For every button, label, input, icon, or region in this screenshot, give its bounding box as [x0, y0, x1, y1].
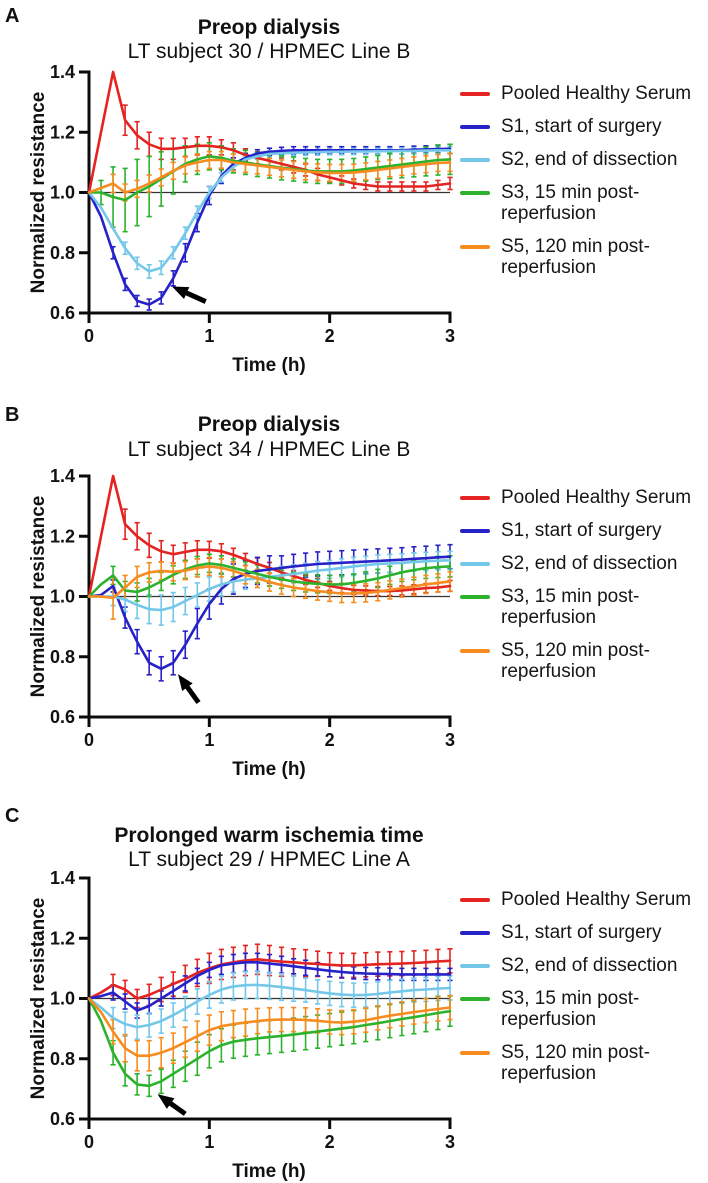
legend-label-line: S5, 120 min post-	[501, 236, 650, 257]
y-axis-title: Normalized resistance	[28, 897, 49, 1100]
legend-item-s5-120-min-post-reperfusion	[460, 236, 706, 278]
legend-item-s3-15-min-post-reperfusion	[460, 182, 706, 224]
y-tick-label: 0.8	[49, 242, 75, 263]
legend-label-line: S3, 15 min post-	[501, 586, 640, 607]
legend-swatch	[460, 562, 490, 566]
legend-label-line: reperfusion	[501, 257, 597, 278]
legend-item-s1-start-of-surgery	[460, 922, 706, 943]
legend-item-s5-120-min-post-reperfusion	[460, 640, 706, 682]
legend-label-line: reperfusion	[501, 661, 597, 682]
x-axis-title: Time (h)	[232, 1161, 306, 1182]
legend-label-line: S5, 120 min post-	[501, 1042, 650, 1063]
legend-item-s1-start-of-surgery	[460, 520, 706, 541]
legend-label-line: S5, 120 min post-	[501, 640, 650, 661]
legend-swatch	[460, 898, 490, 902]
chart-title: Prolonged warm ischemia time	[114, 824, 424, 847]
legend-label-line: S1, start of surgery	[501, 922, 662, 943]
legend-item-s2-end-of-dissection	[460, 149, 706, 170]
legend-label-line: S2, end of dissection	[501, 955, 678, 976]
y-tick-label: 0.8	[49, 646, 75, 667]
axes	[88, 475, 452, 718]
x-tick-label: 2	[324, 326, 335, 346]
chart-b	[0, 395, 460, 800]
legend-item-pooled-healthy-serum	[460, 889, 706, 910]
legend-item-s2-end-of-dissection	[460, 955, 706, 976]
legend-swatch	[460, 496, 490, 500]
legend-swatch	[460, 964, 490, 968]
legend-label-line: reperfusion	[501, 607, 597, 628]
chart-subtitle: LT subject 30 / HPMEC Line B	[127, 40, 411, 63]
x-tick-label: 3	[444, 1132, 456, 1152]
legend-label	[501, 553, 677, 574]
legend-label-line: S3, 15 min post-	[501, 988, 640, 1009]
legend-label-line: reperfusion	[501, 1063, 597, 1084]
y-tick-label: 1.4	[49, 466, 75, 486]
x-tick-label: 1	[204, 730, 215, 750]
x-tick-label: 3	[444, 326, 456, 346]
legend-item-pooled-healthy-serum	[460, 487, 706, 508]
y-axis-title: Normalized resistance	[28, 91, 49, 294]
legend-b	[460, 487, 706, 694]
legend-label	[501, 182, 639, 224]
legend-swatch	[460, 595, 490, 599]
x-tick-label: 2	[324, 1132, 335, 1152]
x-tick-label: 1	[204, 326, 215, 346]
legend-item-s5-120-min-post-reperfusion	[460, 1042, 706, 1084]
y-tick-label: 1.2	[49, 928, 75, 949]
legend-c	[460, 889, 706, 1096]
legend-label-line: S3, 15 min post-	[501, 182, 640, 203]
legend-swatch	[460, 529, 490, 533]
legend-a	[460, 83, 706, 290]
x-tick-label: 2	[324, 730, 335, 750]
panel-letter: C	[5, 805, 20, 827]
x-tick-label: 0	[83, 1132, 95, 1152]
chart-subtitle: LT subject 29 / HPMEC Line A	[128, 848, 410, 871]
x-tick-label: 0	[83, 730, 95, 750]
legend-label-line: Pooled Healthy Serum	[501, 487, 692, 508]
chart-a	[0, 0, 460, 395]
legend-label	[501, 586, 639, 628]
legend-label	[501, 236, 650, 278]
legend-swatch	[460, 997, 490, 1001]
legend-label	[501, 116, 662, 137]
x-tick-label: 0	[83, 326, 95, 346]
legend-label-line: S1, start of surgery	[501, 116, 662, 137]
legend-label	[501, 988, 639, 1030]
x-axis-title: Time (h)	[232, 759, 306, 780]
panel-a	[0, 0, 708, 395]
y-tick-label: 1.4	[49, 62, 75, 82]
annotation-arrow	[172, 286, 206, 301]
legend-label-line: reperfusion	[501, 203, 597, 224]
y-tick-label: 0.6	[49, 707, 75, 727]
y-tick-label: 1.0	[49, 182, 75, 203]
legend-item-s3-15-min-post-reperfusion	[460, 586, 706, 628]
legend-label	[501, 83, 691, 104]
legend-swatch	[460, 92, 490, 96]
legend-label	[501, 640, 650, 682]
legend-label-line: Pooled Healthy Serum	[501, 889, 692, 910]
error-bars-pooled-healthy-serum	[123, 509, 453, 595]
legend-label	[501, 955, 677, 976]
y-axis-title: Normalized resistance	[28, 495, 49, 698]
legend-swatch	[460, 191, 490, 195]
legend-swatch	[460, 1051, 490, 1055]
legend-item-s2-end-of-dissection	[460, 553, 706, 574]
y-tick-label: 1.0	[49, 586, 75, 607]
legend-label	[501, 1042, 650, 1084]
legend-swatch	[460, 125, 490, 129]
annotation-arrow	[178, 674, 198, 702]
legend-label-line: S1, start of surgery	[501, 520, 662, 541]
legend-swatch	[460, 931, 490, 935]
legend-label	[501, 520, 662, 541]
chart-title: Preop dialysis	[197, 413, 341, 436]
y-tick-label: 0.6	[49, 1109, 75, 1129]
y-tick-label: 1.2	[49, 526, 75, 547]
legend-label	[501, 149, 677, 170]
legend-label	[501, 487, 691, 508]
legend-label-line: S2, end of dissection	[501, 553, 678, 574]
legend-swatch	[460, 245, 490, 249]
legend-label-line: Pooled Healthy Serum	[501, 83, 692, 104]
panel-letter: B	[5, 404, 20, 426]
x-tick-label: 3	[444, 730, 456, 750]
legend-label-line: reperfusion	[501, 1009, 597, 1030]
panel-c	[0, 800, 708, 1183]
x-tick-label: 1	[204, 1132, 215, 1152]
legend-item-s3-15-min-post-reperfusion	[460, 988, 706, 1030]
axes	[88, 71, 452, 314]
legend-item-s1-start-of-surgery	[460, 116, 706, 137]
legend-swatch	[460, 649, 490, 653]
panel-b	[0, 395, 708, 800]
legend-label-line: S2, end of dissection	[501, 149, 678, 170]
legend-item-pooled-healthy-serum	[460, 83, 706, 104]
y-tick-label: 0.6	[49, 303, 75, 323]
x-axis-title: Time (h)	[232, 355, 306, 376]
y-tick-label: 1.0	[49, 988, 75, 1009]
chart-subtitle: LT subject 34 / HPMEC Line B	[127, 438, 411, 461]
chart-title: Preop dialysis	[197, 16, 341, 39]
legend-swatch	[460, 158, 490, 162]
chart-c	[0, 800, 460, 1183]
legend-label	[501, 889, 691, 910]
y-tick-label: 1.2	[49, 122, 75, 143]
y-tick-label: 0.8	[49, 1048, 75, 1069]
annotation-arrow	[158, 1094, 186, 1114]
legend-label	[501, 922, 662, 943]
y-tick-label: 1.4	[49, 868, 75, 888]
panel-letter: A	[5, 5, 20, 27]
